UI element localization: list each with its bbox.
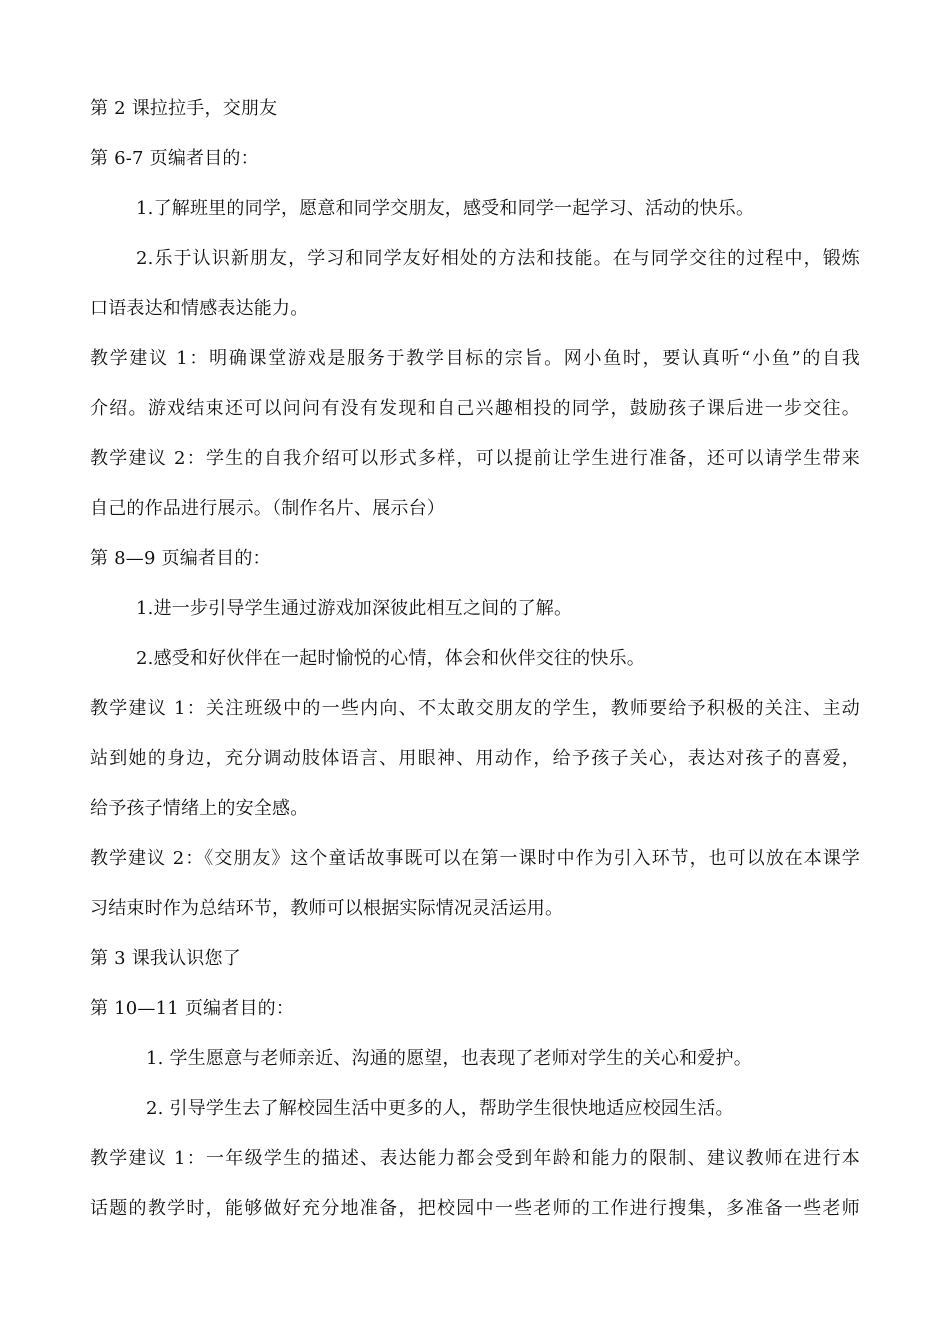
pages-6-7-heading: 第 6-7 页编者目的： <box>90 148 259 169</box>
goal-8-9-item-1: 1.进一步引导学生通过游戏加深彼此相互之间的了解。 <box>136 598 573 619</box>
suggestion-8-9-1-line-1: 教学建议 1：关注班级中的一些内向、不太敢交朋友的学生，教师要给予积极的关注、主动 <box>90 698 860 719</box>
goal-10-11-item-2: 2. 引导学生去了解校园生活中更多的人，帮助学生很快地适应校园生活。 <box>146 1098 734 1119</box>
document-page <box>90 84 860 1234</box>
pages-10-11-heading: 第 10—11 页编者目的： <box>90 998 295 1019</box>
goal-6-7-item-2-line-1: 2.乐于认识新朋友，学习和同学友好相处的方法和技能。在与同学交往的过程中，锻炼 <box>136 248 860 269</box>
suggestion-8-9-1-line-2: 站到她的身边，充分调动肢体语言、用眼神、用动作，给予孩子关心，表达对孩子的喜爱， <box>90 748 860 769</box>
suggestion-10-11-1-line-2: 话题的教学时，能够做好充分地准备，把校园中一些老师的工作进行搜集，多准备一些老师 <box>90 1198 860 1219</box>
suggestion-6-7-2-line-1: 教学建议 2：学生的自我介绍可以形式多样，可以提前让学生进行准备，还可以请学生带来 <box>90 448 860 469</box>
suggestion-6-7-1-line-2: 介绍。游戏结束还可以问问有没有发现和自己兴趣相投的同学，鼓励孩子课后进一步交往。 <box>90 398 860 419</box>
suggestion-6-7-1-line-1: 教学建议 1：明确课堂游戏是服务于教学目标的宗旨。网小鱼时，要认真听“小鱼”的自我 <box>90 348 860 369</box>
lesson-3-title: 第 3 课我认识您了 <box>90 948 241 969</box>
lesson-2-title: 第 2 课拉拉手，交朋友 <box>90 98 278 119</box>
pages-8-9-heading: 第 8—9 页编者目的： <box>90 548 271 569</box>
goal-10-11-item-1: 1. 学生愿意与老师亲近、沟通的愿望，也表现了老师对学生的关心和爱护。 <box>146 1048 752 1069</box>
goal-6-7-item-2-line-2: 口语表达和情感表达能力。 <box>90 298 309 319</box>
suggestion-8-9-2-line-1: 教学建议 2：《交朋友》这个童话故事既可以在第一课时中作为引入环节，也可以放在本课学 <box>90 848 860 869</box>
suggestion-6-7-2-line-2: 自己的作品进行展示。（制作名片、展示台） <box>90 498 445 519</box>
goal-8-9-item-2: 2.感受和好伙伴在一起时愉悦的心情，体会和伙伴交往的快乐。 <box>136 648 645 669</box>
suggestion-8-9-2-line-2: 习结束时作为总结环节，教师可以根据实际情况灵活运用。 <box>90 898 564 919</box>
suggestion-8-9-1-line-3: 给予孩子情绪上的安全感。 <box>90 798 309 819</box>
suggestion-10-11-1-line-1: 教学建议 1：一年级学生的描述、表达能力都会受到年龄和能力的限制、建议教师在进行本 <box>90 1148 860 1169</box>
goal-6-7-item-1: 1.了解班里的同学，愿意和同学交朋友，感受和同学一起学习、活动的快乐。 <box>136 198 755 219</box>
